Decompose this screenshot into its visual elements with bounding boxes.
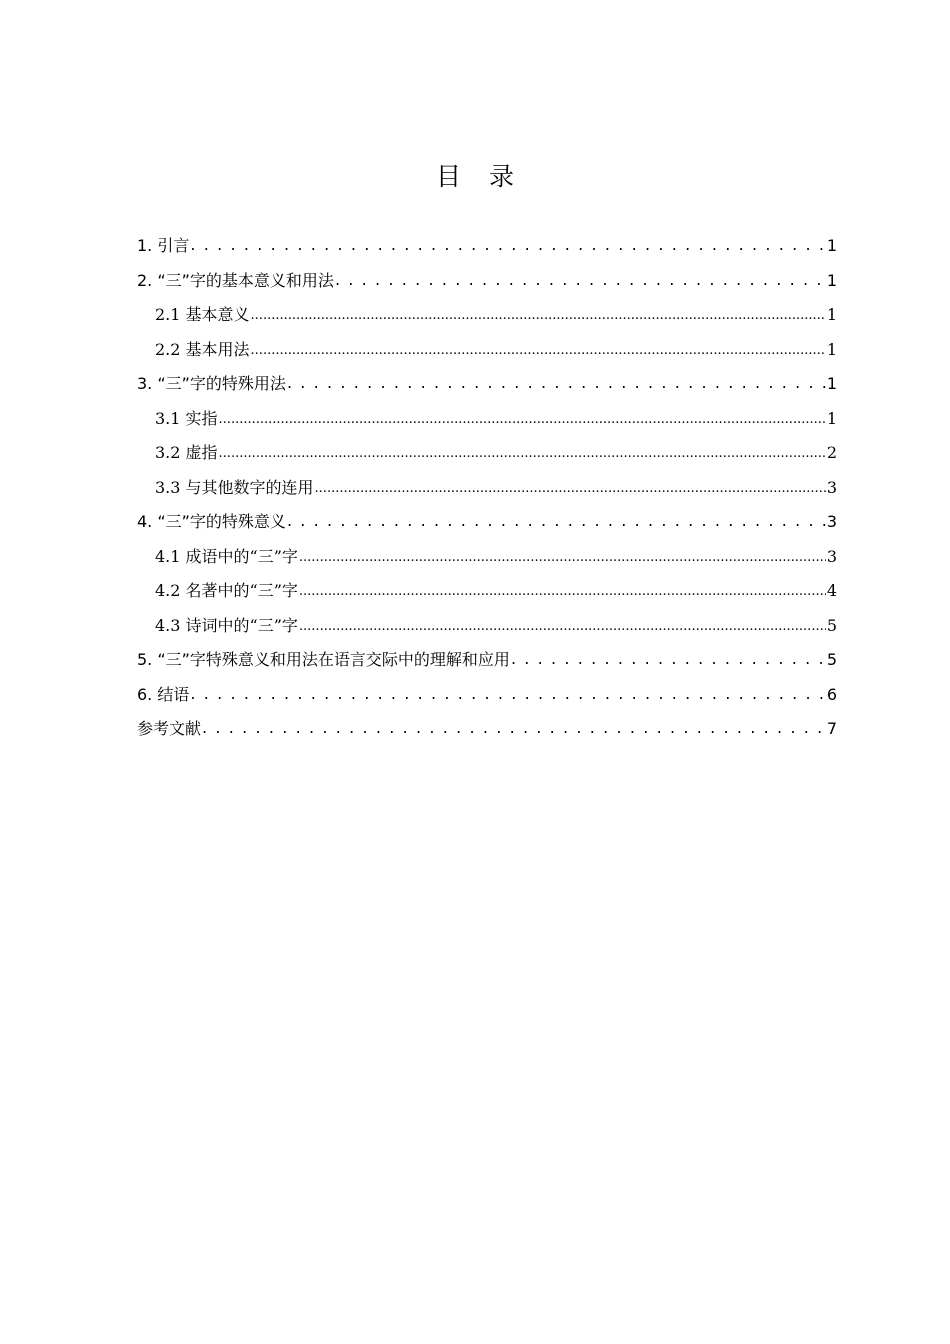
toc-entry-label: 6. 结语 — [137, 684, 190, 704]
toc-page-number: 1 — [826, 236, 837, 255]
toc-page-number: 2 — [826, 443, 837, 462]
toc-page-number: 1 — [826, 270, 837, 290]
toc-entry-section-2[interactable] — [137, 269, 837, 304]
toc-entry-references[interactable] — [137, 717, 837, 752]
toc-page-number: 4 — [826, 581, 837, 600]
toc-dot-leader — [287, 371, 826, 395]
toc-page-number: 1 — [826, 374, 837, 393]
toc-page-number: 5 — [826, 650, 837, 669]
toc-entry-label: 4.2 名著中的“三”字 — [155, 581, 298, 600]
toc-page-number: 1 — [826, 305, 837, 324]
toc-title: 目 录 — [436, 162, 524, 191]
toc-dot-leader — [315, 475, 826, 501]
table-of-contents — [137, 234, 837, 752]
toc-entry-label: 2.1 基本意义 — [155, 305, 250, 324]
toc-entry-section-2-2[interactable] — [137, 338, 837, 373]
toc-dot-leader — [511, 647, 826, 671]
toc-page-number: 3 — [826, 546, 837, 566]
toc-dot-leader — [299, 544, 826, 570]
toc-entry-label: 2. “三”字的基本意义和用法 — [137, 270, 334, 290]
toc-entry-label: 5. “三”字特殊意义和用法在语言交际中的理解和应用 — [137, 650, 510, 669]
toc-dot-leader — [299, 578, 826, 604]
toc-dot-leader — [190, 682, 825, 706]
toc-entry-section-2-1[interactable] — [137, 303, 837, 338]
toc-entry-section-5[interactable] — [137, 648, 837, 683]
toc-dot-leader — [287, 509, 826, 533]
toc-dot-leader — [299, 613, 826, 639]
toc-entry-label: 4.3 诗词中的“三”字 — [155, 615, 298, 635]
toc-dot-leader — [219, 406, 826, 432]
toc-entry-section-4-1[interactable] — [137, 545, 837, 580]
toc-entry-label: 1. 引言 — [137, 236, 190, 255]
toc-entry-section-3-3[interactable] — [137, 476, 837, 511]
toc-entry-label: 4. “三”字的特殊意义 — [137, 512, 286, 531]
toc-page-number: 1 — [826, 339, 837, 359]
toc-entry-label: 4.1 成语中的“三”字 — [155, 546, 298, 566]
toc-page-number: 7 — [826, 719, 837, 738]
toc-entry-label: 3.3 与其他数字的连用 — [155, 477, 314, 497]
toc-entry-conclusion[interactable] — [137, 683, 837, 718]
toc-page-number: 3 — [826, 512, 837, 531]
toc-entry-label: 2.2 基本用法 — [155, 339, 250, 359]
toc-entry-introduction[interactable] — [137, 234, 837, 269]
toc-entry-section-4-2[interactable] — [137, 579, 837, 614]
toc-entry-section-3[interactable] — [137, 372, 837, 407]
toc-page-number: 5 — [826, 615, 837, 635]
toc-entry-label: 3.2 虚指 — [155, 443, 218, 462]
toc-dot-leader — [202, 716, 826, 740]
toc-page-number: 3 — [826, 477, 837, 497]
toc-dot-leader — [335, 268, 826, 292]
toc-entry-section-3-2[interactable] — [137, 441, 837, 476]
toc-page-number: 1 — [826, 408, 837, 428]
toc-dot-leader — [251, 337, 826, 363]
toc-entry-section-3-1[interactable] — [137, 407, 837, 442]
toc-entry-label: 参考文献 — [137, 719, 202, 738]
toc-entry-section-4[interactable] — [137, 510, 837, 545]
toc-entry-label: 3.1 实指 — [155, 408, 218, 428]
toc-dot-leader — [190, 233, 825, 257]
toc-page-number: 6 — [826, 684, 837, 704]
toc-entry-label: 3. “三”字的特殊用法 — [137, 374, 286, 393]
toc-entry-section-4-3[interactable] — [137, 614, 837, 649]
toc-dot-leader — [251, 302, 826, 328]
toc-dot-leader — [219, 440, 826, 466]
